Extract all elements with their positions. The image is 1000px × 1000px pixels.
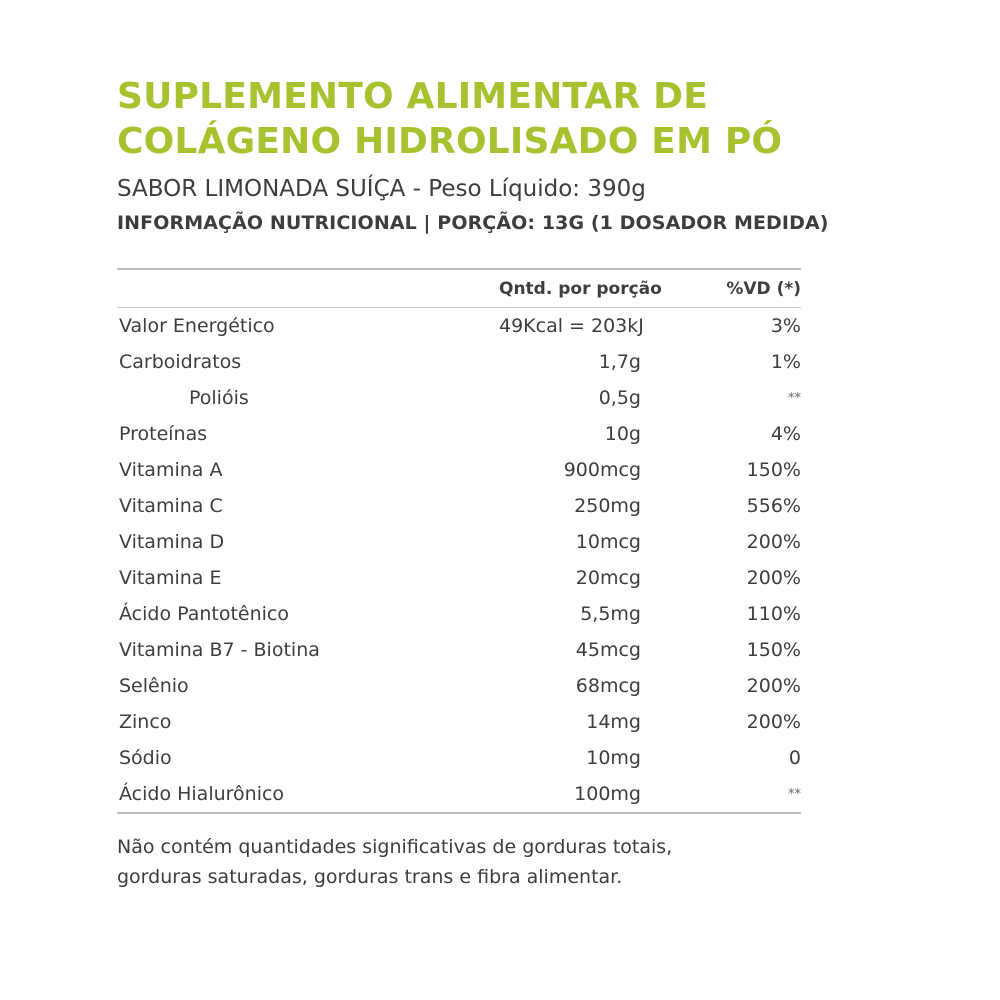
nutrient-daily-value: 200% xyxy=(746,711,801,733)
nutrient-quantity: 14mg xyxy=(586,711,641,733)
nutrient-quantity: 900mcg xyxy=(563,459,641,481)
nutrient-quantity: 0,5g xyxy=(598,387,641,409)
nutrient-daily-value: 200% xyxy=(746,567,801,589)
table-row xyxy=(117,452,801,488)
title-line-1: SUPLEMENTO ALIMENTAR DE xyxy=(117,76,709,117)
footnote-line-2: gorduras saturadas, gorduras trans e fibra alimentar. xyxy=(117,866,623,888)
nutrient-name: Vitamina B7 - Biotina xyxy=(119,639,320,661)
table-row xyxy=(117,776,801,812)
title-line-2: COLÁGENO HIDROLISADO EM PÓ xyxy=(117,121,783,162)
nutrient-quantity: 45mcg xyxy=(575,639,641,661)
nutrient-quantity: 10mg xyxy=(586,747,641,769)
nutrition-table xyxy=(117,268,801,814)
nutrient-name: Vitamina C xyxy=(119,495,223,517)
nutrient-name: Vitamina D xyxy=(119,531,225,553)
nutrient-quantity: 100mg xyxy=(574,783,641,805)
nutrient-daily-value: 200% xyxy=(746,531,801,553)
nutrient-name: Proteínas xyxy=(119,423,208,445)
table-header-row xyxy=(117,270,801,308)
nutrient-quantity: 250mg xyxy=(574,495,641,517)
table-row xyxy=(117,668,801,704)
nutrient-quantity: 20mcg xyxy=(575,567,641,589)
nutrient-daily-value: 556% xyxy=(746,495,801,517)
footnote xyxy=(117,832,801,892)
nutrient-daily-value: ** xyxy=(788,390,801,406)
table-row xyxy=(117,560,801,596)
nutrient-name: Sódio xyxy=(119,747,172,769)
nutrient-name: Vitamina E xyxy=(119,567,222,589)
nutrient-quantity: 49Kcal = 203kJ xyxy=(499,315,644,337)
column-header-daily-value: %VD (*) xyxy=(726,278,801,299)
table-row xyxy=(117,704,801,740)
nutrient-name: Selênio xyxy=(119,675,189,697)
nutrient-daily-value: 1% xyxy=(770,351,801,373)
nutrient-name: Polióis xyxy=(189,387,249,409)
nutrient-quantity: 68mcg xyxy=(575,675,641,697)
nutrient-quantity: 5,5mg xyxy=(580,603,641,625)
table-row xyxy=(117,632,801,668)
nutrient-daily-value: 150% xyxy=(746,459,801,481)
nutrient-quantity: 1,7g xyxy=(598,351,641,373)
table-row xyxy=(117,524,801,560)
table-row xyxy=(117,344,801,380)
nutrient-quantity: 10mcg xyxy=(575,531,641,553)
nutrient-daily-value: 110% xyxy=(746,603,801,625)
nutrient-name: Zinco xyxy=(119,711,172,733)
nutrient-name: Carboidratos xyxy=(119,351,242,373)
nutrient-daily-value: 3% xyxy=(770,315,801,337)
nutrient-daily-value: ** xyxy=(788,786,801,802)
flavor-and-weight: SABOR LIMONADA SUÍÇA - Peso Líquido: 390g xyxy=(117,176,646,202)
nutrient-daily-value: 150% xyxy=(746,639,801,661)
table-row xyxy=(117,488,801,524)
nutrient-name: Ácido Hialurônico xyxy=(119,783,285,805)
footnote-line-1: Não contém quantidades significativas de gorduras totais, xyxy=(117,836,673,858)
table-row xyxy=(117,380,801,416)
nutrient-daily-value: 0 xyxy=(788,747,801,769)
nutrient-name: Vitamina A xyxy=(119,459,223,481)
nutrition-label xyxy=(117,74,829,888)
nutrient-daily-value: 4% xyxy=(770,423,801,445)
serving-info: INFORMAÇÃO NUTRICIONAL | PORÇÃO: 13G (1 DOSADOR MEDIDA) xyxy=(117,212,829,234)
nutrient-name: Valor Energético xyxy=(119,315,275,337)
nutrient-daily-value: 200% xyxy=(746,675,801,697)
nutrient-quantity: 10g xyxy=(604,423,641,445)
table-row xyxy=(117,596,801,632)
table-row xyxy=(117,308,801,344)
product-title xyxy=(117,74,801,164)
nutrient-name: Ácido Pantotênico xyxy=(119,603,290,625)
column-header-quantity: Qntd. por porção xyxy=(499,278,662,299)
table-row xyxy=(117,740,801,776)
table-row xyxy=(117,416,801,452)
